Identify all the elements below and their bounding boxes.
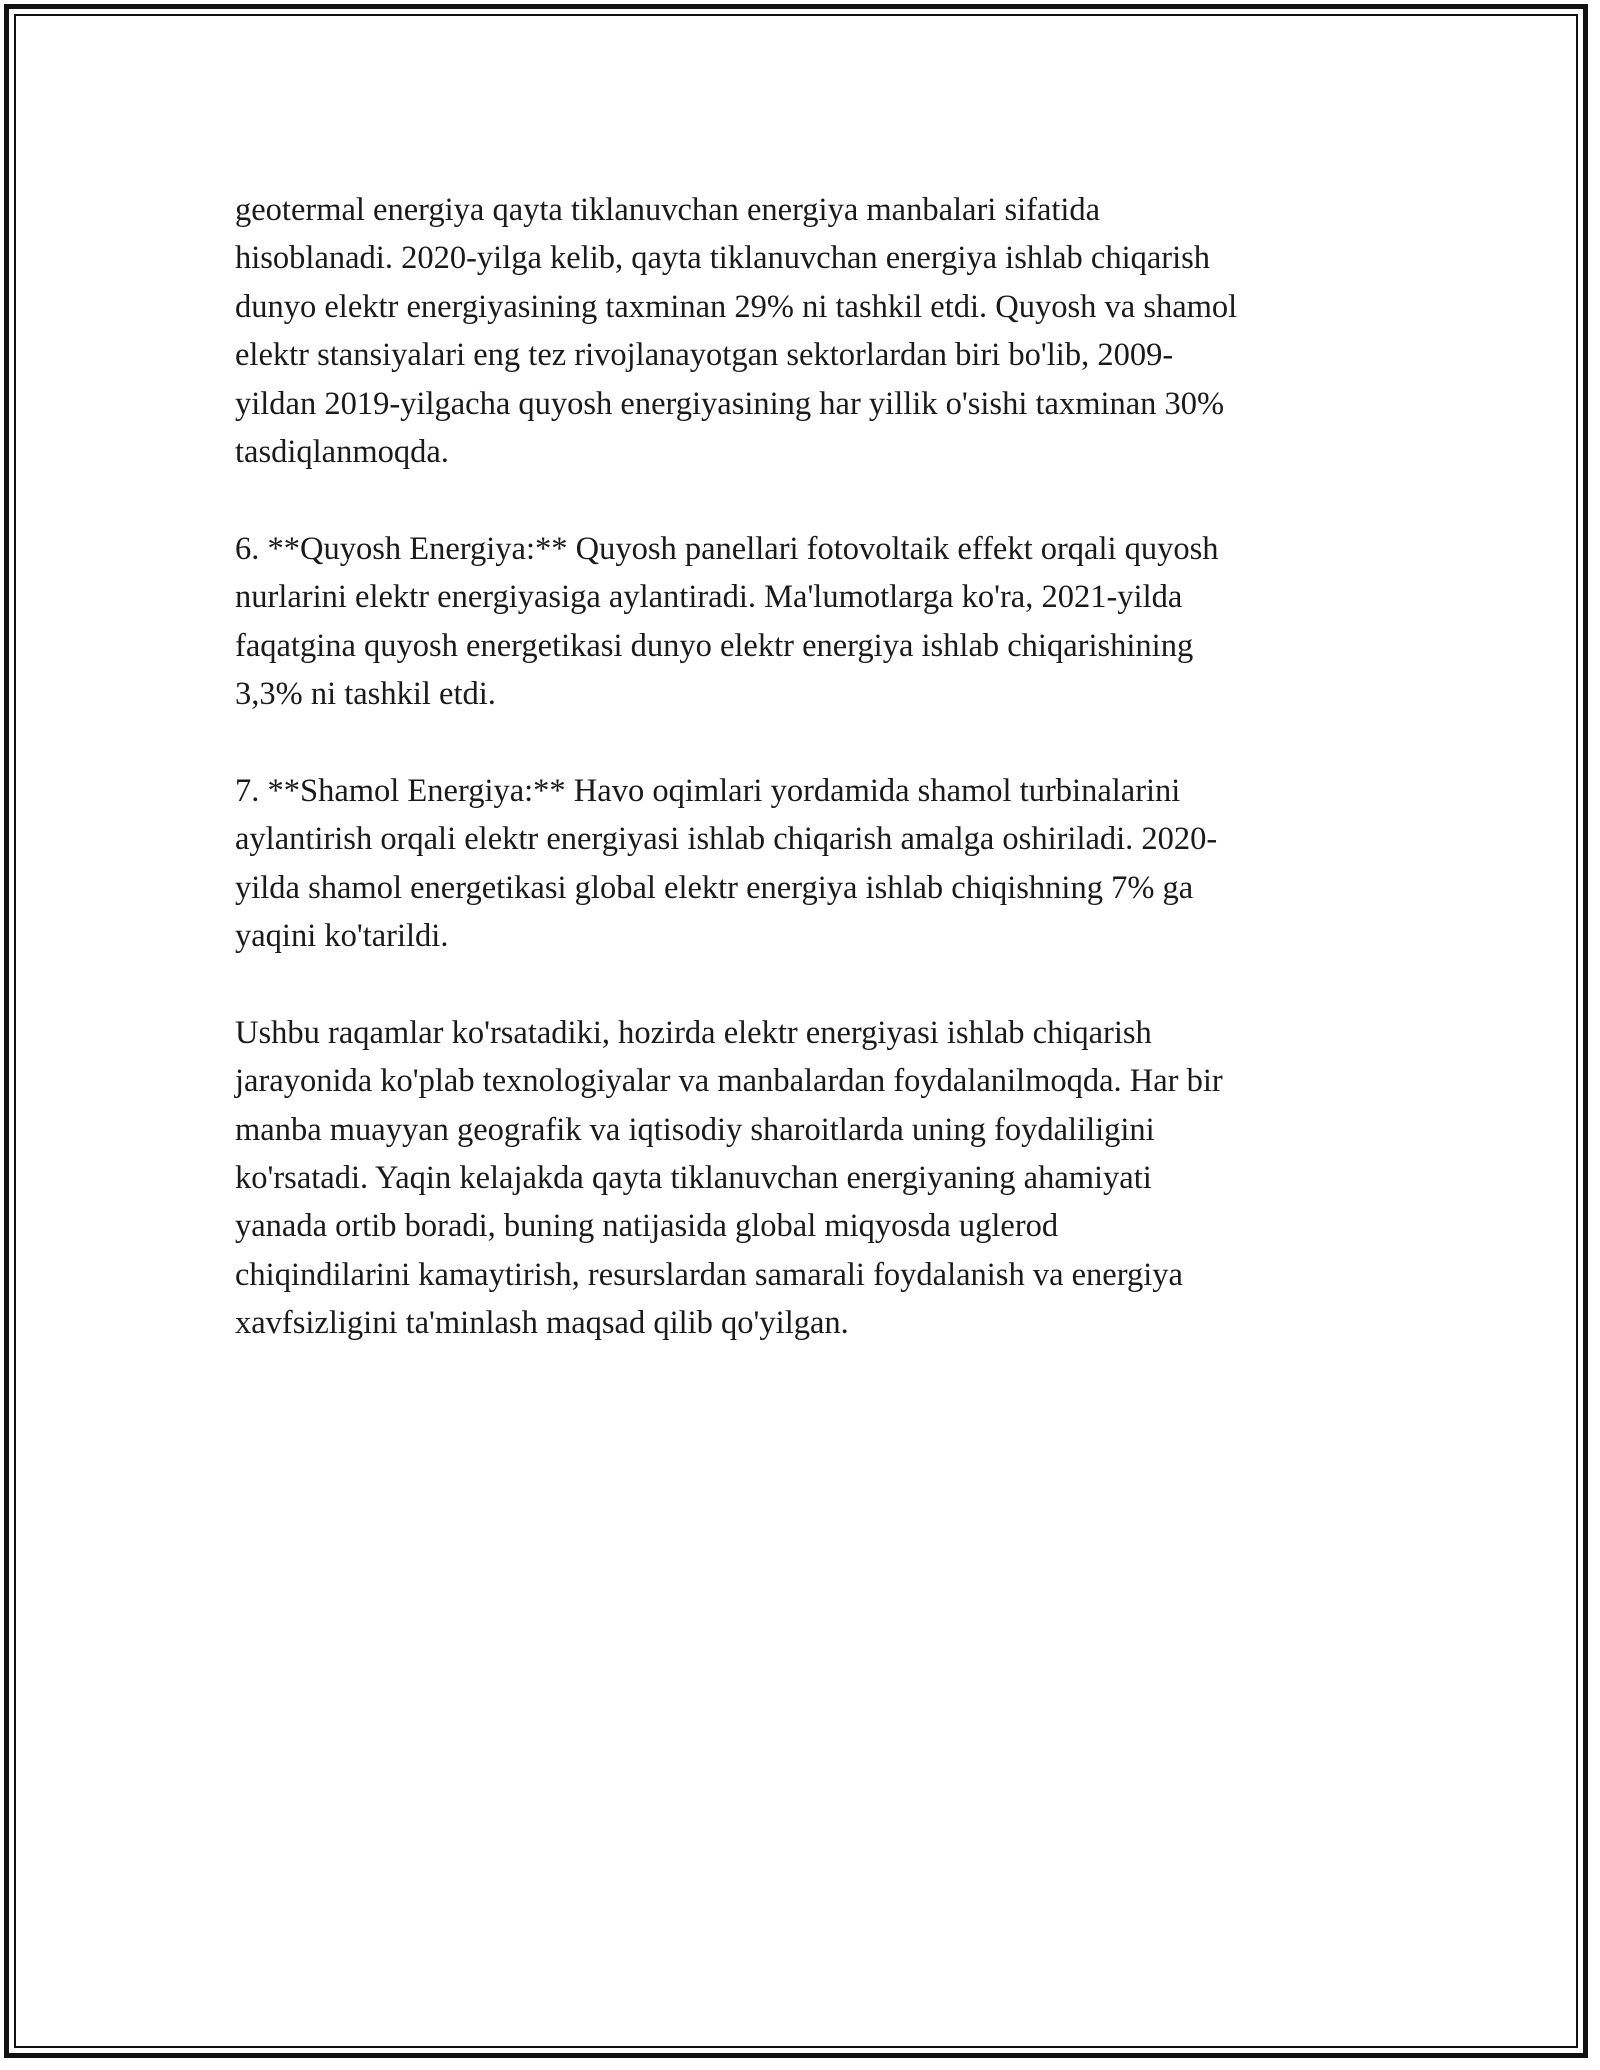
document-body	[235, 186, 1375, 1396]
paragraph-renewable-overview: geotermal energiya qayta tiklanuvchan energiya manbalari sifatida hisoblanadi. 2020-yilga kelib, qayta tiklanuvchan energiya ishlab chiqarish dunyo elektr energiyasining taxminan 29% ni tashkil etdi. Quyosh va shamol elektr stansiyalari eng tez rivojlanayotgan sektorlardan biri bo'lib, 2009- yildan 2019-yilgacha quyosh energiyasining har yillik o'sishi taxminan 30% tasdiqlanmoqda.	[235, 192, 1238, 471]
paragraph-wind-energy: 7. **Shamol Energiya:** Havo oqimlari yordamida shamol turbinalarini aylantirish orqali elektr energiyasi ishlab chiqarish amalga oshiriladi. 2020- yilda shamol energetikasi global elektr energiya ishlab chiqishning 7% ga yaqini ko'tarildi.	[235, 772, 1218, 955]
paragraph-conclusion: Ushbu raqamlar ko'rsatadiki, hozirda elektr energiyasi ishlab chiqarish jarayonida ko'plab texnologiyalar va manbalardan foydalanilmoqda. Har bir manba muayyan geografik va iqtisodiy sharoitlarda uning foydaliligini ko'rsatadi. Yaqin kelajakda qayta tiklanuvchan energiyaning ahamiyati yanada ortib boradi, buning natijasida global miqyosda uglerod chiqindilarini kamaytirish, resurslardan samarali foydalanish va energiya xavfsizligini ta'minlash maqsad qilib qo'yilgan.	[235, 1014, 1223, 1342]
paragraph-solar-energy: 6. **Quyosh Energiya:** Quyosh panellari fotovoltaik effekt orqali quyosh nurlarini elektr energiyasiga aylantiradi. Ma'lumotlarga ko'ra, 2021-yilda faqatgina quyosh energetikasi dunyo elektr energiya ishlab chiqarishining 3,3% ni tashkil etdi.	[235, 530, 1219, 713]
